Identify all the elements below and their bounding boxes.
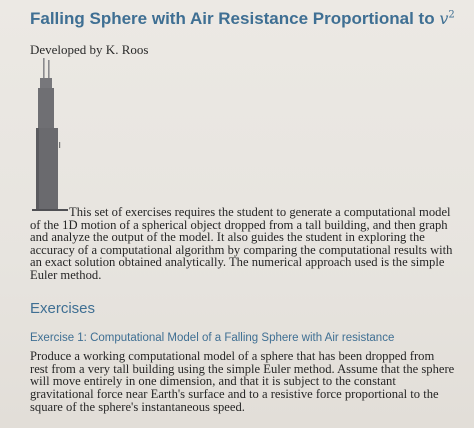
- intro-line: of the 1D motion of a spherical object dropped from a tall building, and then graph: [30, 217, 448, 232]
- exercise-line: rest from a very tall building using the simple Euler method. Assume that the sphere: [30, 361, 455, 376]
- author-line: Developed by K. Roos: [30, 42, 149, 57]
- exercise-line: gravitational force near Earth's surface and to a resistive force proportional to the: [30, 387, 439, 402]
- exercise-line: square of the sphere's instantaneous speed.: [30, 399, 245, 414]
- intro-line: an exact solution obtained analytically. The numerical approach used is the simple: [30, 255, 445, 270]
- exercises-heading: Exercises: [30, 300, 96, 317]
- intro-paragraph: [30, 206, 470, 282]
- title-text: Falling Sphere with Air Resistance Proportional to: [30, 9, 440, 28]
- document-title: [30, 9, 455, 29]
- exercise-line: will move entirely in one dimension, and that it is subject to the constant: [30, 374, 396, 389]
- title-variable: v: [439, 9, 449, 28]
- intro-line: accuracy of a computational algorithm by comparing the computational results with: [30, 242, 453, 257]
- exercise-1-paragraph: [30, 350, 470, 414]
- tall-building-illustration: [30, 58, 70, 214]
- intro-line: and analyze the output of the model. It also guides the student in exploring the: [30, 230, 425, 245]
- exercise-1-heading: Exercise 1: Computational Model of a Falling Sphere with Air resistance: [30, 332, 395, 344]
- intro-line: Euler method.: [30, 267, 102, 282]
- title-exponent: 2: [448, 9, 455, 21]
- intro-line: This set of exercises requires the student to generate a computational model: [69, 205, 451, 219]
- exercise-line: Produce a working computational model of a sphere that has been dropped from: [30, 349, 435, 363]
